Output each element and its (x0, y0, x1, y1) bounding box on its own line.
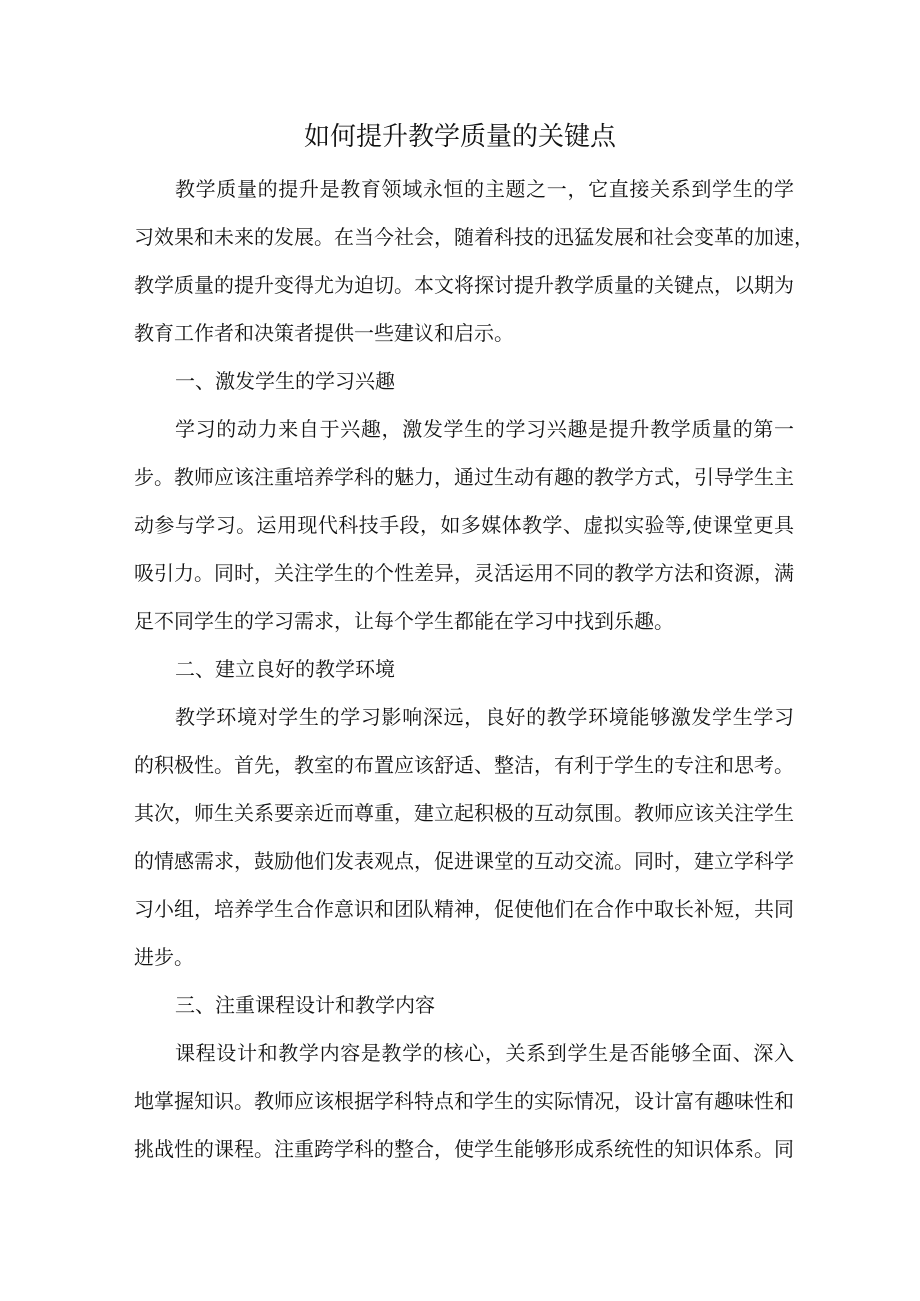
paragraph-line: 学习的动力来自于兴趣，激发学生的学习兴趣是提升教学质量的第一 (175, 417, 794, 441)
paragraph-line: 教学质量的提升是教育领域永恒的主题之一，它直接关系到学生的学 (175, 177, 794, 201)
paragraph-line: 教学环境对学生的学习影响深远，良好的教学环境能够激发学生学习 (175, 705, 794, 729)
paragraph-line: 进步。 (134, 945, 194, 969)
paragraph-line: 足不同学生的学习需求，让每个学生都能在学习中找到乐趣。 (134, 609, 674, 633)
document-title: 如何提升教学质量的关键点 (303, 122, 616, 152)
paragraph-line: 挑战性的课程。注重跨学科的整合，使学生能够形成系统性的知识体系。同 (134, 1137, 794, 1161)
section-heading: 三、注重课程设计和教学内容 (175, 993, 435, 1017)
paragraph-line: 吸引力。同时，关注学生的个性差异，灵活运用不同的教学方法和资源，满 (134, 561, 794, 585)
paragraph-line: 的情感需求，鼓励他们发表观点，促进课堂的互动交流。同时，建立学科学 (134, 849, 794, 873)
paragraph-line: 课程设计和教学内容是教学的核心，关系到学生是否能够全面、深入 (175, 1041, 794, 1065)
paragraph-line: 的积极性。首先，教室的布置应该舒适、整洁，有利于学生的专注和思考。 (134, 753, 794, 777)
paragraph-line: 习效果和未来的发展。在当今社会，随着科技的迅猛发展和社会变革的加速， (134, 225, 814, 249)
paragraph-line: 地掌握知识。教师应该根据学科特点和学生的实际情况，设计富有趣味性和 (134, 1089, 794, 1113)
paragraph-line: 习小组，培养学生合作意识和团队精神，促使他们在合作中取长补短，共同 (134, 897, 794, 921)
paragraph-line: 其次，师生关系要亲近而尊重，建立起积极的互动氛围。教师应该关注学生 (134, 801, 794, 825)
section-heading: 一、激发学生的学习兴趣 (175, 369, 395, 393)
paragraph-line: 教学质量的提升变得尤为迫切。本文将探讨提升教学质量的关键点，以期为 (134, 273, 794, 297)
section-heading: 二、建立良好的教学环境 (175, 657, 395, 681)
paragraph-line: 动参与学习。运用现代科技手段，如多媒体教学、虚拟实验等,使课堂更具 (134, 513, 794, 537)
paragraph-line: 步。教师应该注重培养学科的魅力，通过生动有趣的教学方式，引导学生主 (134, 465, 794, 489)
paragraph-line: 教育工作者和决策者提供一些建议和启示。 (134, 321, 514, 345)
